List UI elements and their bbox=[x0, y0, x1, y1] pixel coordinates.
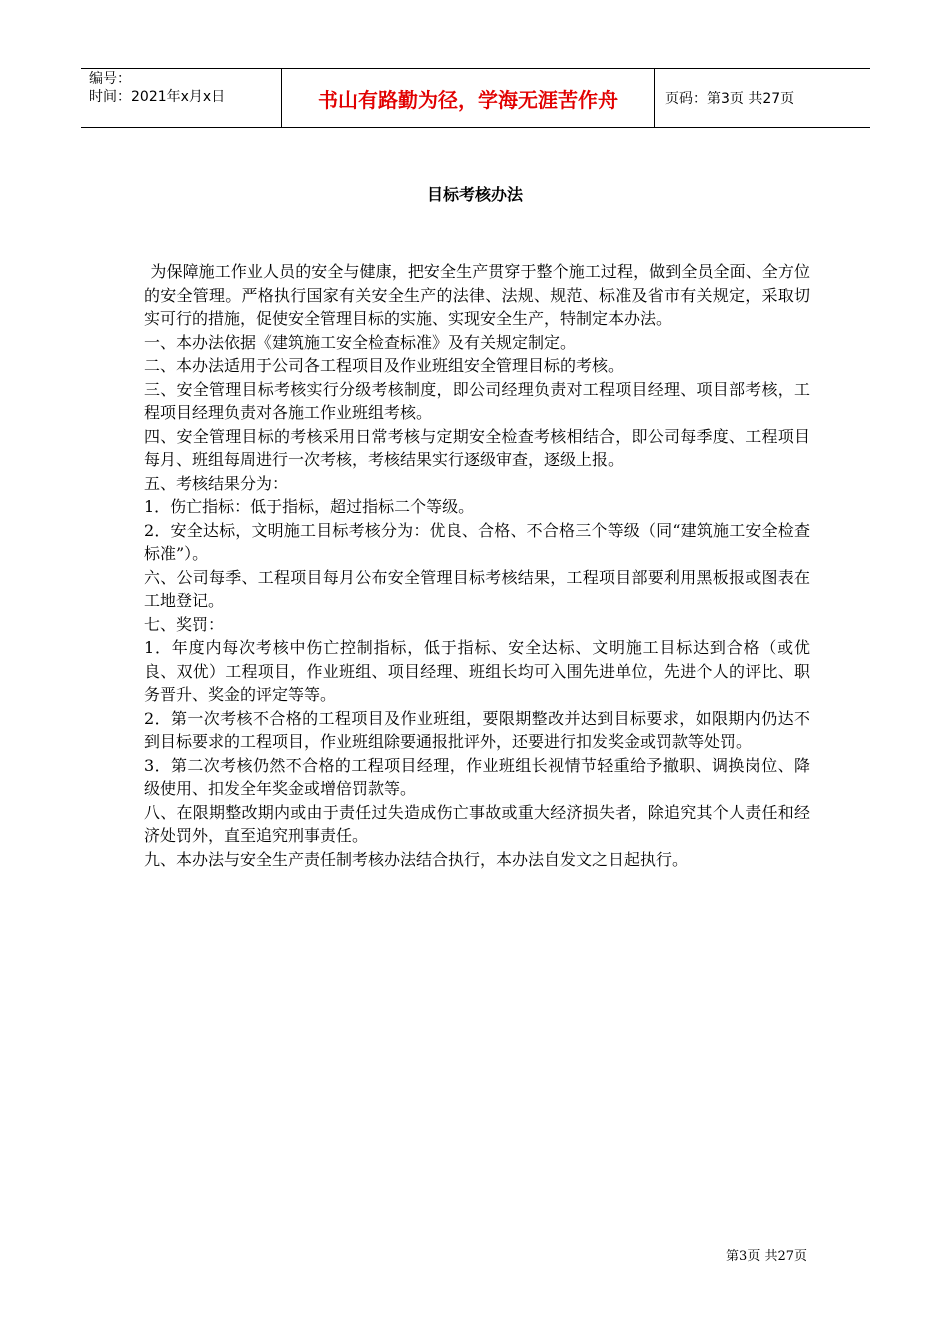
clause-5: 五、考核结果分为： bbox=[144, 473, 289, 493]
clause-3: 三、安全管理目标考核实行分级考核制度，即公司经理负责对工程项目经理、项目部考核，工程项目经理负责对各施工作业班组考核。 bbox=[144, 379, 810, 422]
clause-5-item-1: 1．伤亡指标：低于指标，超过指标二个等级。 bbox=[144, 497, 475, 516]
document-body bbox=[144, 260, 810, 871]
clause-4: 四、安全管理目标的考核采用日常考核与定期安全检查考核相结合，即公司每季度、工程项目每月、班组每周进行一次考核，考核结果实行逐级审查，逐级上报。 bbox=[144, 426, 810, 469]
clause-1: 一、本办法依据《建筑施工安全检查标准》及有关规定制定。 bbox=[144, 332, 577, 352]
clause-2: 二、本办法适用于公司各工程项目及作业班组安全管理目标的考核。 bbox=[144, 356, 625, 375]
clause-7-item-1: 1．年度内每次考核中伤亡控制指标，低于指标、安全达标、文明施工目标达到合格（或优良、双优）工程项目，作业班组、项目经理、班组长均可入围先进单位，先进个人的评比、职务晋升、奖金的评定等等。 bbox=[144, 638, 810, 704]
page-header bbox=[81, 68, 870, 128]
clause-7-item-2: 2．第一次考核不合格的工程项目及作业班组，要限期整改并达到目标要求，如限期内仍达不到目标要求的工程项目，作业班组除要通报批评外，还要进行扣发奖金或罚款等处罚。 bbox=[144, 708, 810, 751]
page-footer: 第3页 共27页 bbox=[726, 1249, 807, 1264]
header-page-info bbox=[655, 69, 870, 127]
header-motto bbox=[282, 69, 655, 127]
header-meta bbox=[81, 69, 282, 127]
clause-7: 七、奖罚： bbox=[144, 614, 225, 634]
intro-paragraph: 为保障施工作业人员的安全与健康，把安全生产贯穿于整个施工过程，做到全员全面、全方位的安全管理。严格执行国家有关安全生产的法律、法规、规范、标准及省市有关规定，采取切实可行的措施，促使安全管理目标的实施、实现安全生产，特制定本办法。 bbox=[144, 262, 810, 328]
clause-6: 六、公司每季、工程项目每月公布安全管理目标考核结果，工程项目部要利用黑板报或图表在工地登记。 bbox=[144, 567, 810, 610]
clause-5-item-2: 2．安全达标，文明施工目标考核分为：优良、合格、不合格三个等级（同“建筑施工安全检查标准”）。 bbox=[144, 520, 810, 563]
document-number-label: 编号： bbox=[89, 71, 131, 87]
clause-8: 八、在限期整改期内或由于责任过失造成伤亡事故或重大经济损失者，除追究其个人责任和经济处罚外，直至追究刑事责任。 bbox=[144, 802, 810, 845]
motto-text: 书山有路勤为径，学海无涯苦作舟 bbox=[318, 87, 618, 112]
clause-9: 九、本办法与安全生产责任制考核办法结合执行，本办法自发文之日起执行。 bbox=[144, 849, 689, 869]
document-title: 目标考核办法 bbox=[426, 185, 523, 204]
header-page-number: 页码：第3页 共27页 bbox=[665, 91, 795, 107]
clause-7-item-3: 3．第二次考核仍然不合格的工程项目经理，作业班组长视情节轻重给予撤职、调换岗位、降级使用、扣发全年奖金或增倍罚款等。 bbox=[144, 755, 810, 798]
document-time-label: 时间：2021年x月x日 bbox=[89, 89, 226, 105]
